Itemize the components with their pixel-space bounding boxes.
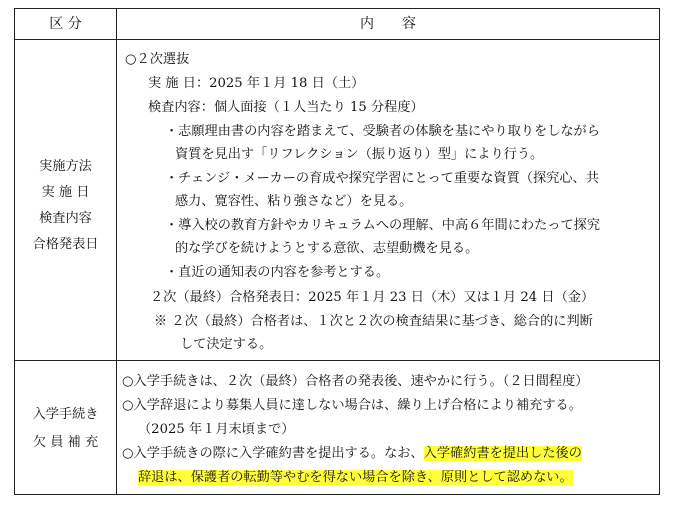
bullet-1-cont: 資質を見出す「リフレクション（振り返り）型」により行う。 [175, 147, 544, 162]
label-announcement: 合格発表日 [32, 237, 99, 252]
header-divider [15, 39, 659, 40]
label-procedure: 入学手続き [32, 407, 99, 422]
bullet-2: ・チェンジ・メーカーの育成や探究学習にとって重要な資質（探究心、共 [165, 171, 599, 186]
bullet-3: ・導入校の教育方針やカリキュラムへの理解、中高６年間にわたって探究 [165, 218, 601, 233]
exam-date: 実 施 日：2025 年１月 18 日（土） [148, 76, 365, 91]
label-method: 実施方法 [39, 159, 92, 174]
note-cont: して決定する。 [180, 337, 273, 352]
procedure-2: ○入学辞退により募集人員に達しない場合は、繰り上げ合格により補充する。 [122, 398, 582, 413]
header-category: 区 分 [49, 16, 82, 32]
label-exam: 検査内容 [39, 211, 92, 226]
procedure-3 [122, 445, 582, 463]
bullet-3-cont: 的な学びを続けようとする意欲、志望動機を見る。 [175, 241, 479, 256]
note: ※ ２次（最終）合格者は、１次と２次の検査結果に基づき、総合的に判断 [154, 314, 593, 329]
label-date: 実 施 日 [41, 185, 90, 200]
admission-table [14, 8, 660, 495]
bullet-2-cont: 感力、寛容性、粘り強さなど）を見る。 [175, 194, 413, 209]
header-content: 内 容 [360, 16, 416, 32]
procedure-1: ○入学手続きは、２次（最終）合格者の発表後、速やかに行う。（２日間程度） [122, 374, 589, 389]
exam-content: 検査内容：個人面接（１人当たり 15 分程度） [148, 100, 424, 115]
procedure-2-cont: （2025 年１月末頃まで） [138, 422, 295, 437]
section-divider [15, 360, 659, 361]
final-announcement: ２次（最終）合格発表日：2025 年１月 23 日（木）又は１月 24 日（金） [150, 290, 595, 305]
procedure-3-text: ○入学手続きの際に入学確約書を提出する。なお、 [122, 446, 424, 461]
highlight-1: 入学確約書を提出した後の [423, 446, 582, 461]
procedure-3-cont [138, 469, 573, 487]
highlight-2: 辞退は、保護者の転勤等やむを得ない場合を除き、原則として認めない。 [138, 470, 573, 485]
column-divider [116, 9, 117, 494]
bullet-4: ・直近の通知表の内容を参考とする。 [165, 265, 390, 280]
bullet-1: ・志願理由書の内容を踏まえて、受験者の体験を基にやり取りをしながら [165, 124, 600, 139]
label-vacancy: 欠 員 補 充 [32, 435, 99, 450]
selection-heading: ○２次選抜 [125, 52, 190, 67]
